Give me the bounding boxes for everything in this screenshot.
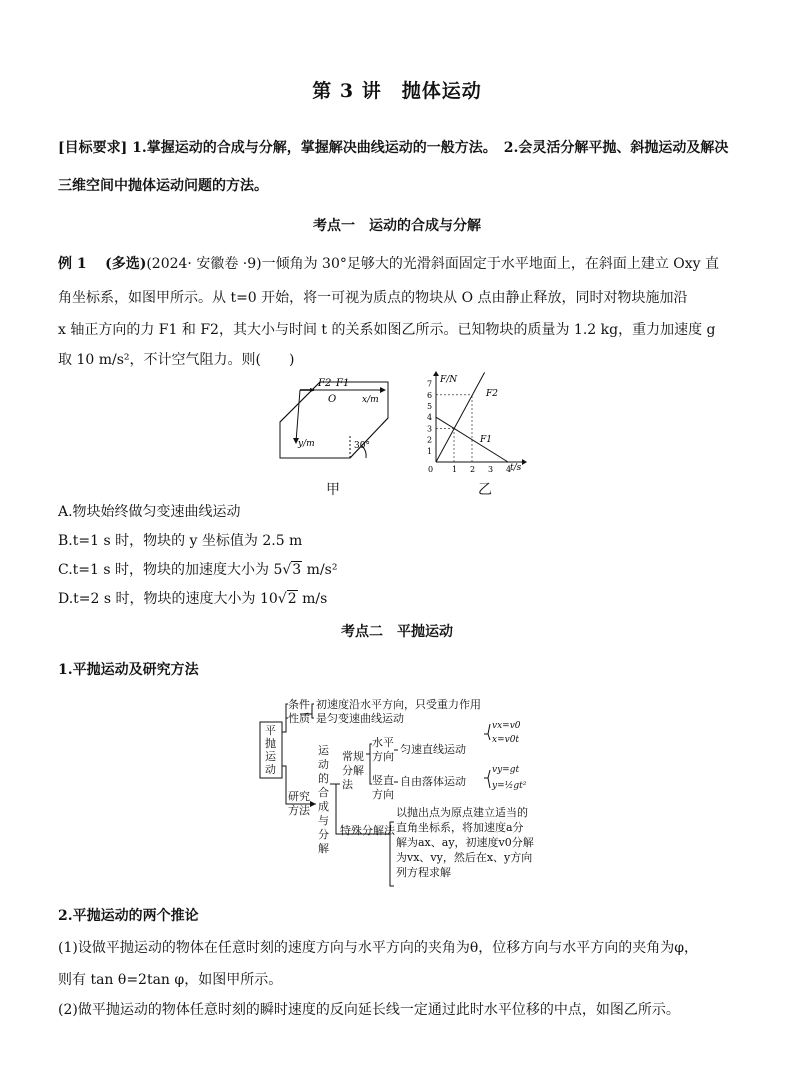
mindmap-method: 研究方法 [288, 790, 310, 817]
mindmap-special-text-2: 直角坐标系，将加速度a分 [396, 821, 524, 834]
mindmap-condition: 条件 [288, 698, 310, 711]
option-D: D.t=2 s 时，物块的速度大小为 10√2 m/s [58, 591, 328, 607]
mindmap-decomposition: 运动的合成与分解 [318, 744, 329, 855]
example-line-2: 角坐标系，如图甲所示。从 t=0 开始，将一可视为质点的物块从 O 点由静止释放，同时对物块施加沿 [58, 290, 688, 306]
mindmap-freefall: 自由落体运动 [400, 775, 466, 788]
chart-ytick-2: 2 [427, 435, 433, 445]
figure-incline [270, 376, 410, 488]
option-C-unit: m/s² [302, 562, 338, 578]
example-tag: (多选) [105, 256, 147, 272]
chart-series-label-F1: F1 [480, 435, 492, 445]
incline-F1-label: F1 [336, 378, 350, 389]
mindmap-regular: 常规分解法 [342, 750, 364, 791]
chart-xlabel: t/s [510, 463, 522, 472]
chart-ytick-7: 7 [427, 379, 433, 389]
example-source: (2024· 安徽卷 ·9) [146, 256, 262, 272]
chart-xtick-1: 1 [452, 465, 458, 472]
goal-text-1: 1.掌握运动的合成与分解，掌握解决曲线运动的一般方法。 2.会灵活分解平抛、斜抛运动及解决 [127, 140, 729, 156]
chart-series-label-F2: F2 [486, 389, 498, 399]
mindmap [258, 694, 578, 894]
mindmap-nature: 性质 [288, 712, 310, 725]
incline-angle-label: 30° [354, 441, 370, 451]
chart-series-F1 [436, 417, 508, 462]
chart-xtick-4: 4 [506, 465, 512, 472]
mindmap-vertical: 竖直方向 [372, 774, 394, 801]
option-D-unit: m/s [297, 591, 328, 607]
y-axis-line [296, 390, 300, 442]
mindmap-uniform: 匀速直线运动 [400, 743, 466, 756]
option-D-text: D.t=2 s 时，物块的速度大小为 10 [58, 591, 278, 607]
chart-ytick-3: 3 [427, 424, 433, 434]
mindmap-condition-text: 初速度沿水平方向，只受重力作用 [316, 698, 481, 711]
mindmap-special-text-1: 以抛出点为原点建立适当的 [396, 806, 528, 819]
option-C: C.t=1 s 时，物块的加速度大小为 5√3 m/s² [58, 562, 338, 578]
mindmap-eq-vx: vx=v0 [492, 721, 521, 731]
example-line-3: x 轴正方向的力 F1 和 F2，其大小与时间 t 的关系如图乙所示。已知物块的质量为 1.2 kg，重力加速度 g [58, 322, 716, 338]
goal-label: [目标要求] [58, 140, 128, 156]
option-C-radicand: 3 [292, 562, 302, 578]
figure-jia-caption: 甲 [326, 482, 340, 498]
mindmap-special-text-5: 列方程求解 [396, 866, 451, 879]
inference-2: (2)做平抛运动的物体任意时刻的瞬时速度的反向延长线一定通过此时水平位移的中点，如图乙所示。 [58, 1002, 680, 1018]
incline-F2-label: F2 [318, 378, 332, 389]
figure-yi-caption: 乙 [478, 482, 492, 498]
chart-ytick-4: 4 [427, 413, 433, 423]
mindmap-special-text-3: 解为ax、ay，初速度v0分解 [396, 836, 534, 849]
chart-series-F2 [436, 372, 485, 462]
chart-ytick-6: 6 [427, 390, 433, 400]
mindmap-nature-text: 是匀变速曲线运动 [316, 712, 404, 725]
mindmap-special: 特殊分解法 [340, 824, 395, 837]
lesson-title: 第 3 讲 抛体运动 [312, 80, 482, 102]
chart-ytick-5: 5 [427, 402, 433, 411]
incline-y-label: y/m [298, 439, 315, 449]
ft-chart [422, 370, 532, 472]
section-heading-2: 考点二 平抛运动 [341, 624, 453, 640]
section-heading-1: 考点一 运动的合成与分解 [313, 218, 481, 234]
example-line-4: 取 10 m/s²，不计空气阻力。则( ) [58, 352, 295, 368]
mindmap-special-text-4: 为vx、vy，然后在x、y方向 [396, 851, 533, 864]
mindmap-eq-y: y=½gt² [492, 781, 527, 791]
incline-x-label: x/m [362, 395, 379, 405]
mindmap-eq-vy: vy=gt [492, 765, 520, 775]
chart-xtick-3: 3 [488, 465, 494, 472]
inference-1-line-1: (1)设做平抛运动的物体在任意时刻的速度方向与水平方向的夹角为θ，位移方向与水平方向的夹角为φ， [58, 940, 699, 956]
mindmap-eq-x: x=v0t [492, 735, 520, 745]
chart-xtick-2: 2 [470, 465, 476, 472]
inference-1-line-2: 则有 tan θ=2tan φ，如图甲所示。 [58, 972, 283, 988]
incline-origin-label: O [328, 394, 337, 405]
mindmap-root: 平抛运动 [265, 724, 276, 776]
option-B: B.t=1 s 时，物块的 y 坐标值为 2.5 m [58, 533, 303, 549]
option-D-radicand: 2 [287, 591, 297, 607]
subheading-1: 1.平抛运动及研究方法 [58, 662, 199, 678]
option-C-text: C.t=1 s 时，物块的加速度大小为 5 [58, 562, 283, 578]
goal-line-2: 三维空间中抛体运动问题的方法。 [58, 178, 268, 194]
mindmap-horizontal: 水平方向 [372, 736, 394, 763]
chart-ylabel: F/N [440, 375, 458, 385]
example-label: 例 1 [58, 256, 87, 272]
chart-xtick-0: 0 [428, 465, 434, 472]
example-text-1: 一倾角为 30°足够大的光滑斜面固定于水平地面上，在斜面上建立 Oxy 直 [261, 256, 720, 272]
example-line-1 [58, 254, 719, 274]
goal-line-1 [58, 138, 728, 158]
chart-ytick-1: 1 [427, 446, 433, 456]
option-A: A.物块始终做匀变速曲线运动 [58, 504, 241, 520]
subheading-2: 2.平抛运动的两个推论 [58, 908, 199, 924]
